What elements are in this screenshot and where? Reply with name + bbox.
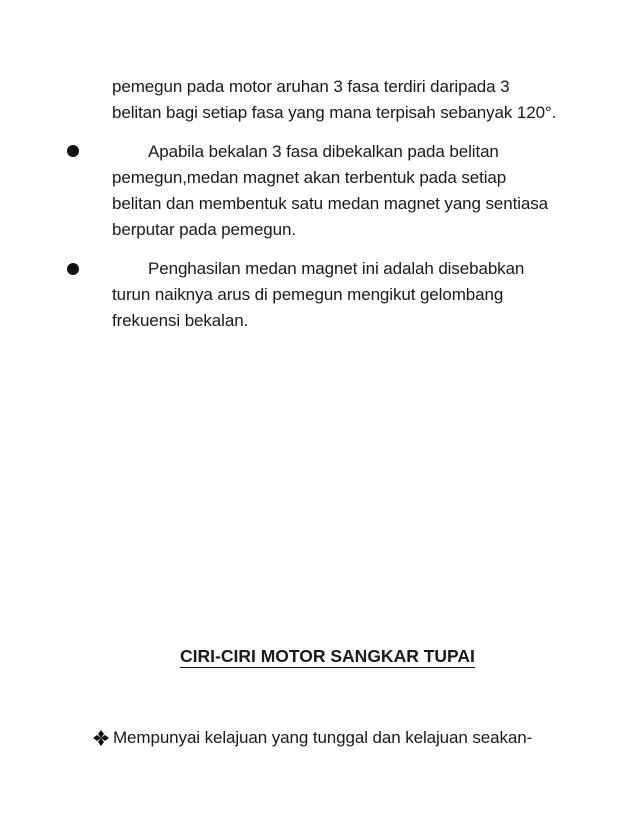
bullet-item-line: belitan dan membentuk satu medan magnet yang sentiasa [112,194,549,213]
feature-item-line: Mempunyai kelajuan yang tunggal dan kelajuan seakan- [113,728,533,747]
bullet-dot-icon [67,263,79,275]
bullet-item-line: turun naiknya arus di pemegun mengikut gelombang [112,285,504,304]
section-heading: CIRI-CIRI MOTOR SANGKAR TUPAI [180,646,475,666]
bullet-item-line: frekuensi bekalan. [112,311,249,330]
bullet-dot-icon [67,145,79,157]
paragraph-line: pemegun pada motor aruhan 3 fasa terdiri daripada 3 [112,77,510,96]
bullet-item-line: Penghasilan medan magnet ini adalah disebabkan [148,259,525,278]
bullet-item-line: Apabila bekalan 3 fasa dibekalkan pada belitan [148,142,499,161]
bullet-item-line: pemegun,medan magnet akan terbentuk pada setiap [112,168,507,187]
paragraph-line: belitan bagi setiap fasa yang mana terpisah sebanyak 120°. [112,103,557,122]
bullet-item-line: berputar pada pemegun. [112,220,296,239]
diamond-bullet-icon [92,729,110,747]
